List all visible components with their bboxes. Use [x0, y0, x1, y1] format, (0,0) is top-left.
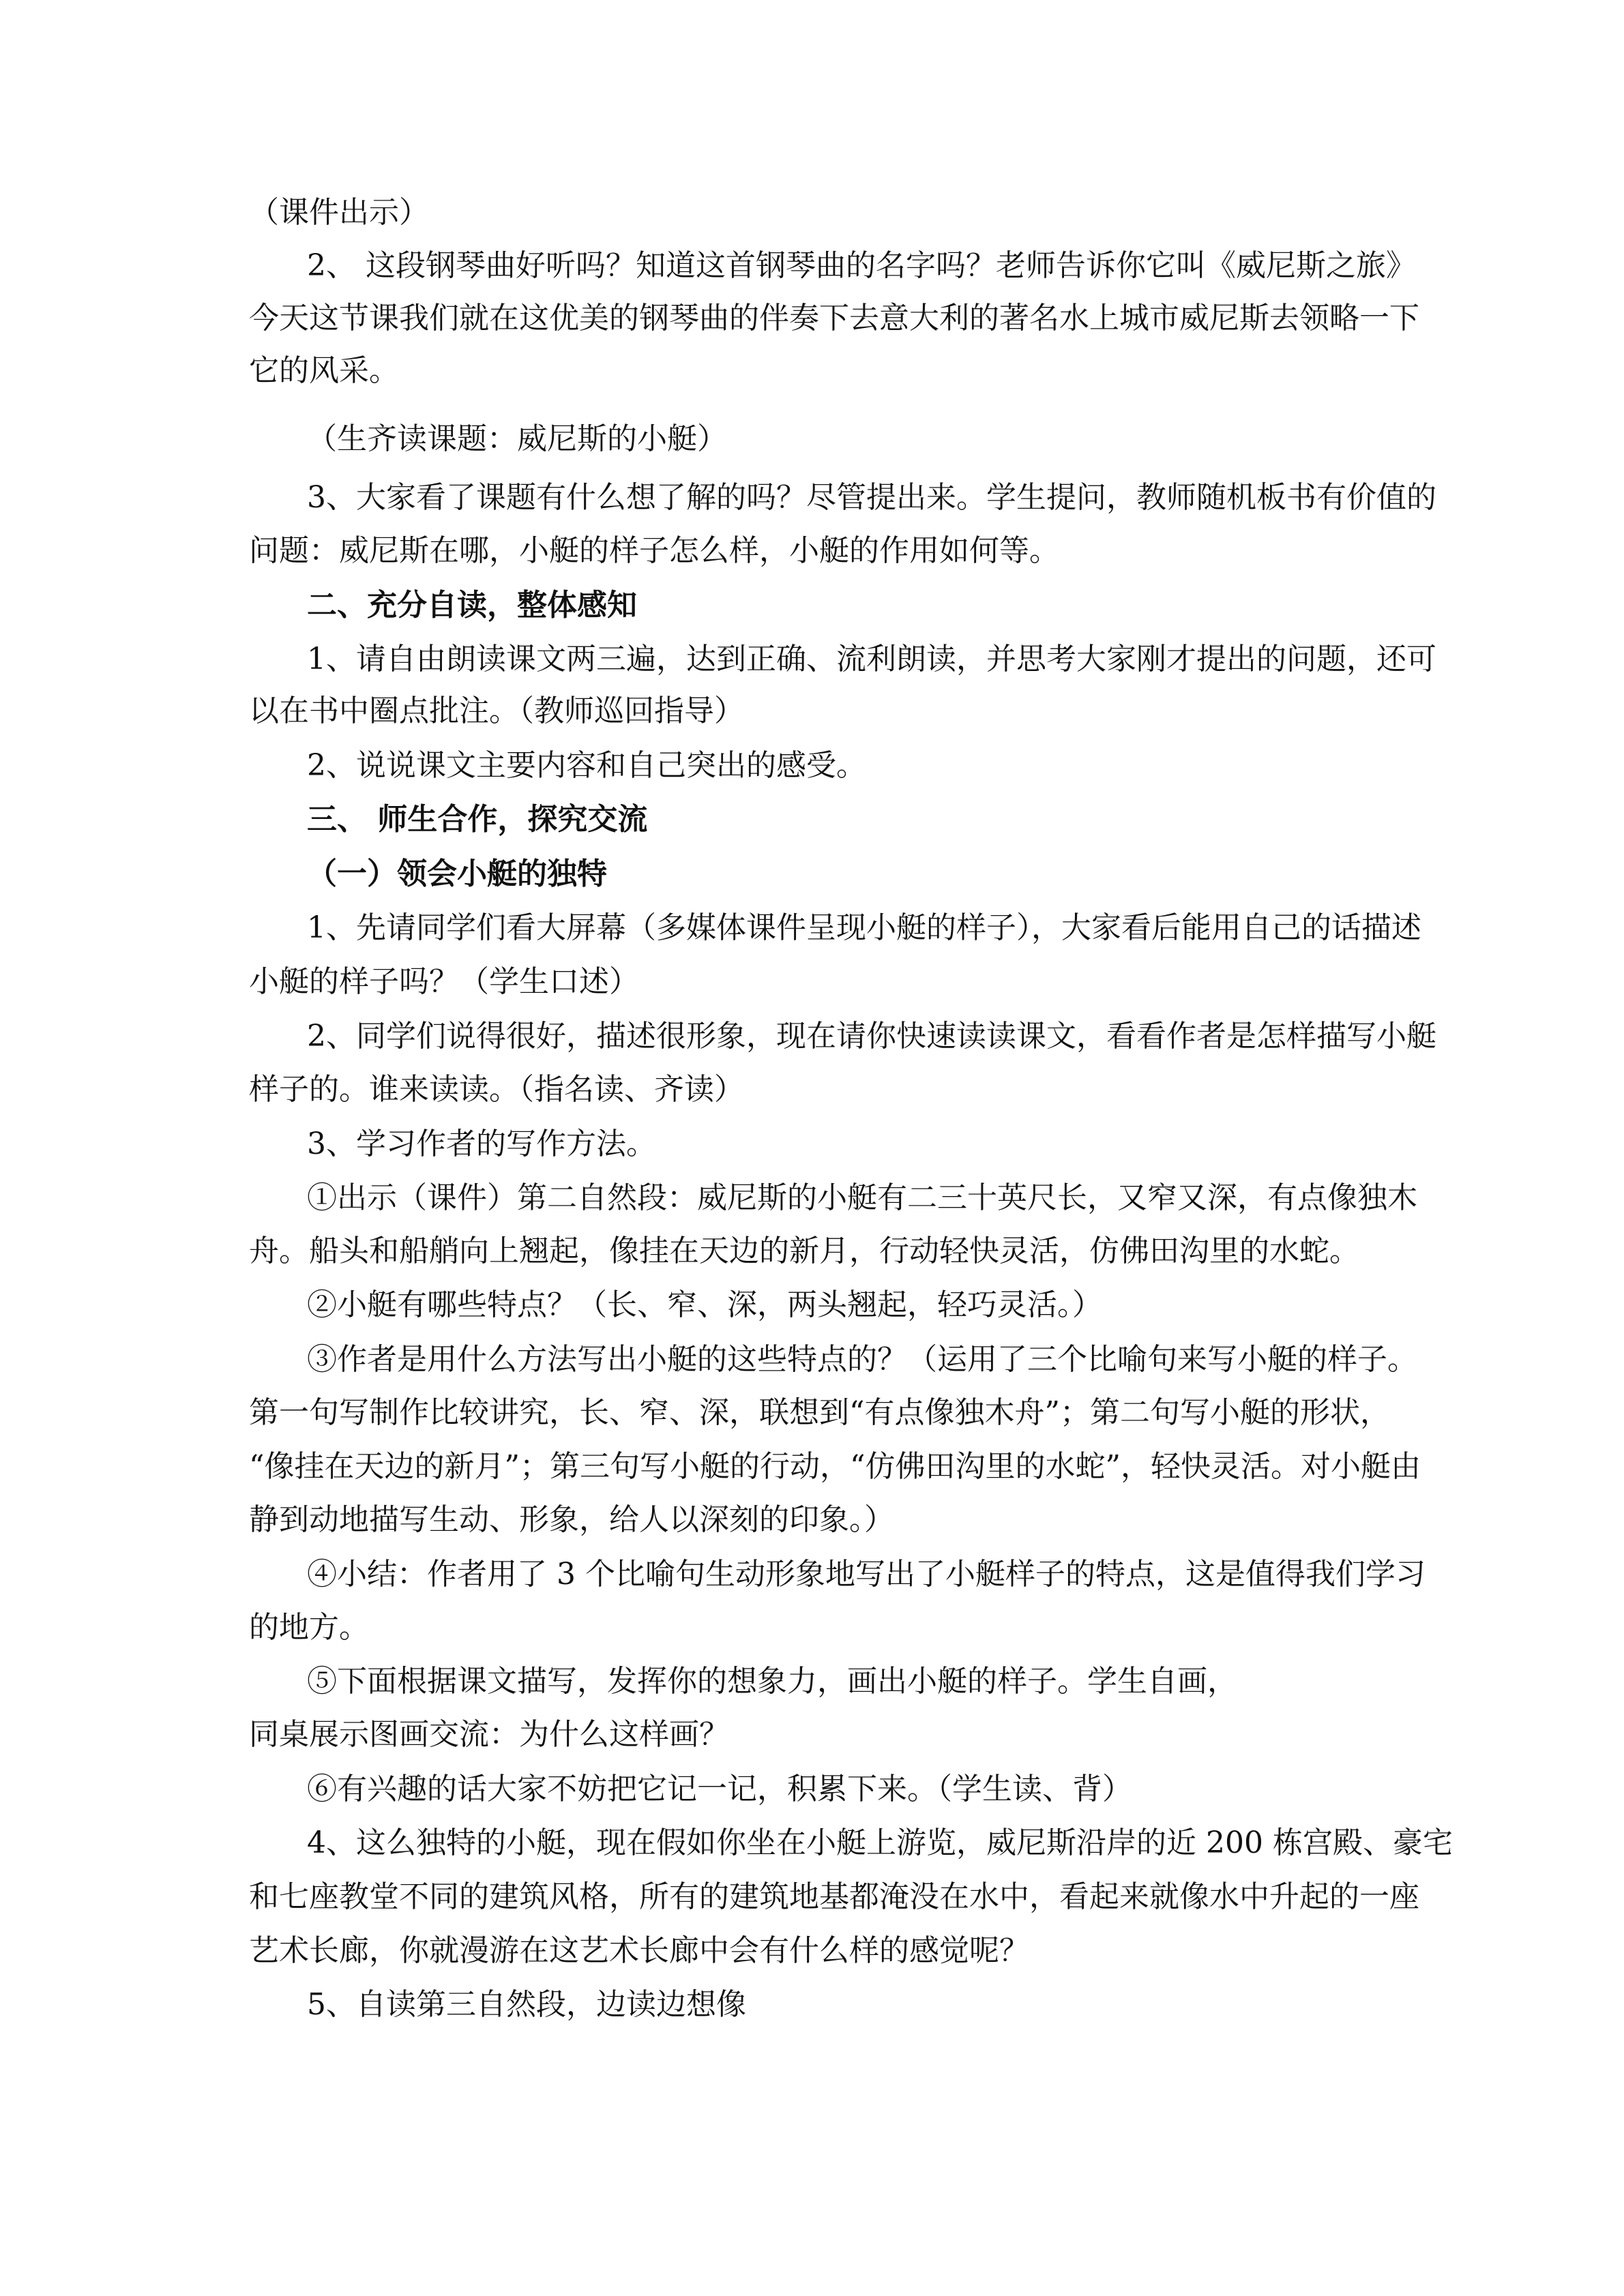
text-line: 3、学习作者的写作方法。 — [307, 1127, 656, 1161]
text-line: ③作者是用什么方法写出小艇的这些特点的？（运用了三个比喻句来写小艇的样子。 — [307, 1342, 1417, 1377]
text-line: 的地方。 — [249, 1610, 369, 1645]
text-line: 4、这么独特的小艇，现在假如你坐在小艇上游览，威尼斯沿岸的近 200 栋宫殿、豪宅 — [307, 1825, 1453, 1860]
text-line: “像挂在天边的新月”；第三句写小艇的行动，“仿佛田沟里的水蛇”，轻快灵活。对小艇由 — [249, 1449, 1421, 1484]
text-line: 以在书中圈点批注。（教师巡回指导） — [249, 694, 744, 728]
text-line: 舟。船头和船艄向上翘起，像挂在天边的新月，行动轻快灵活，仿佛田沟里的水蛇。 — [249, 1234, 1359, 1268]
text-line: 静到动地描写生动、形象，给人以深刻的印象。） — [249, 1502, 894, 1537]
text-line: ⑤下面根据课文描写，发挥你的想象力，画出小艇的样子。学生自画， — [307, 1664, 1237, 1699]
text-line: 和七座教堂不同的建筑风格，所有的建筑地基都淹没在水中，看起来就像水中升起的一座 — [249, 1879, 1419, 1914]
text-line: ④小结：作者用了 3 个比喻句生动形象地写出了小艇样子的特点，这是值得我们学习 — [307, 1557, 1426, 1592]
text-line: 艺术长廊，你就漫游在这艺术长廊中会有什么样的感觉呢？ — [249, 1933, 1029, 1968]
text-line: 2、说说课文主要内容和自己突出的感受。 — [307, 748, 866, 783]
text-line: ②小艇有哪些特点？（长、窄、深，两头翘起，轻巧灵活。） — [307, 1287, 1102, 1322]
text-line: 同桌展示图画交流：为什么这样画？ — [249, 1717, 729, 1752]
text-line: 样子的。谁来读读。（指名读、齐读） — [249, 1072, 744, 1107]
text-line: 小艇的样子吗？（学生口述） — [249, 964, 639, 999]
text-line: 问题：威尼斯在哪，小艇的样子怎么样，小艇的作用如何等。 — [249, 533, 1059, 568]
section-heading: 二、充分自读，整体感知 — [307, 588, 637, 623]
text-line: 5、自读第三自然段，边读边想像 — [307, 1987, 746, 2022]
text-line: 第一句写制作比较讲究，长、窄、深，联想到“有点像独木舟”；第二句写小艇的形状， — [249, 1395, 1390, 1430]
text-line: 3、大家看了课题有什么想了解的吗？尽管提出来。学生提问，教师随机板书有价值的 — [307, 480, 1436, 515]
text-line: ⑥有兴趣的话大家不妨把它记一记，积累下来。（学生读、背） — [307, 1772, 1132, 1806]
text-line: 1、先请同学们看大屏幕（多媒体课件呈现小艇的样子），大家看后能用自己的话描述 — [307, 910, 1421, 945]
text-line: 今天这节课我们就在这优美的钢琴曲的伴奏下去意大利的著名水上城市威尼斯去领略一下 — [249, 301, 1419, 336]
text-line: ①出示（课件）第二自然段：威尼斯的小艇有二三十英尺长，又窄又深，有点像独木 — [307, 1180, 1417, 1215]
text-line: 2、同学们说得很好，描述很形象，现在请你快速读读课文，看看作者是怎样描写小艇 — [307, 1019, 1436, 1054]
text-line: 它的风采。 — [249, 353, 399, 388]
text-line: 1、请自由朗读课文两三遍，达到正确、流利朗读，并思考大家刚才提出的问题，还可 — [307, 642, 1436, 676]
text-line: （生齐读课题：威尼斯的小艇） — [307, 421, 727, 456]
text-line: （课件出示） — [249, 195, 429, 230]
subsection-heading: （一）领会小艇的独特 — [307, 856, 607, 891]
section-heading: 三、 师生合作，探究交流 — [307, 802, 648, 837]
text-line: 2、 这段钢琴曲好听吗？知道这首钢琴曲的名字吗？老师告诉你它叫《威尼斯之旅》 — [307, 248, 1416, 283]
